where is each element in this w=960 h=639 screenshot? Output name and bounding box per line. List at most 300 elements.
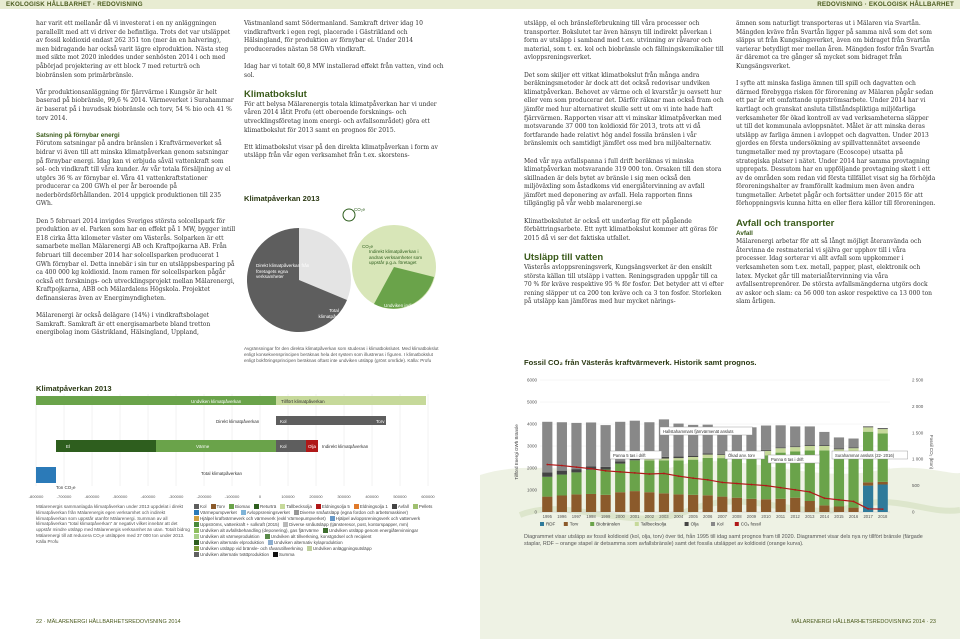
bar-segment [819,445,829,446]
legend-item [194,534,261,539]
legend-label: Undviken alt tillverkning, konstgödsel och recipient [270,534,372,539]
bar-segment [615,492,625,512]
bar-segment [688,457,698,460]
bar-segment [571,423,581,469]
waterfall-legend [194,504,440,564]
y-tick-label: 3000 [526,443,537,449]
x-tick-label: 2011 [776,514,786,519]
legend-swatch [711,522,715,526]
legend-label: Summa [279,552,295,557]
x-tick-label: -600000 [84,494,100,499]
legend-swatch [283,522,288,527]
x-tick-label: -200000 [196,494,212,499]
bar-segment [776,447,786,448]
bar-segment [805,446,815,450]
section-heading: Utsläpp till vatten [524,252,604,264]
legend-item [354,504,388,509]
x-tick-label: 600000 [421,494,435,499]
co2-point [692,477,694,479]
co2-point [605,470,607,472]
x-tick-label: 1997 [571,514,582,519]
varme-bar [156,440,276,452]
x-tick-label: 2005 [688,514,698,519]
legend-label: Hjälpel avloppsreningsverk och vattenverk [335,516,421,521]
bar-segment [848,453,858,508]
annotation-label: Hallstahammars fjärrvärmenät ansluts [663,428,734,434]
legend-swatch [241,510,246,515]
bar-segment [863,482,873,485]
legend-item [265,534,372,539]
co2-point [678,475,680,477]
bar-segment [571,469,581,472]
legend-label: Tallbecksolja [640,521,667,527]
legend-swatch [685,522,689,526]
legend-label: Undviken alt avfallsbehandling (deponering), gas fjärrvärme [200,528,319,533]
legend-item [294,510,408,515]
bar-segment [571,494,581,512]
bar-segment [805,426,815,445]
donut-caption: Avgränsningar för den direkta klimatpåverkan som studeras i klimatbokslutet. Med klimatbokslut enligt konsekvensprincipen beräknas hela det system som illustreras i figuren. I klimatbokslut enligt bokföringsprincipen beräknas oftast inte undviken utsläpp (grönt område). Källa: Profu [244,346,439,363]
x-tick-label: 2012 [790,514,800,519]
co2-point [576,466,578,468]
co2-point [867,508,869,510]
legend-label: Hjälpel kraftvärmeverk och värmeverk (exkl Värmepumpverket) [200,516,326,521]
bar-segment [673,460,683,494]
x-tick-label: 1998 [586,514,596,519]
co2-point [809,491,811,493]
co2-point [546,464,548,466]
donut-figure [244,205,444,340]
legend-item [211,504,226,509]
paragraph: Vår produktionsanläggning för fjärrvärme i Kungsör är helt baserad på biobränsle, 99,6 % 2014. Värmeverket i Surahammar är baserat på i huvudsak biobränsle och torv, 54 % bio och 41 % torv 2014. [36,88,234,122]
legend-item [194,528,319,533]
bar-segment [703,458,713,495]
bar-segment [542,497,552,512]
bar-segment [878,485,888,513]
x-tick-label: 1999 [600,514,611,519]
bar-segment [761,450,771,451]
legend-label: Kol [200,504,207,509]
waterfall-chart [28,394,436,500]
x-tick-label: -100000 [224,494,240,499]
x-tick-label: 1995 [542,514,552,519]
legend-item [194,504,207,509]
bar-segment [834,454,844,507]
legend-swatch [316,504,321,509]
x-tick-label: 300000 [337,494,351,499]
direct-impact-label: Direkt klimatpåverkan från företagets egna verksamheter [256,263,310,279]
y2-axis-label: Fossil CO₂ (kton) [929,434,934,470]
legend-swatch [211,504,216,509]
legend-label: Returträ [260,504,277,509]
bar-segment [586,494,596,512]
row-label: Direkt klimatpåverkan [216,419,260,424]
legend-item [254,504,276,509]
bar-segment [848,447,858,448]
bar-segment [819,505,829,512]
y2-tick-label: 0 [912,509,915,515]
y-tick-label: 0 [534,509,537,515]
segment-label: Värme [196,444,210,449]
bar-segment [630,491,640,512]
x-tick-label: 2013 [805,514,815,519]
x-tick-label: 200000 [309,494,323,499]
bar-segment [834,437,844,448]
bar-segment [586,470,596,494]
co2-label: CO₂e [354,207,365,212]
co2-point [794,489,796,491]
avoided-impact-label: Undviken indirekt klimatpåverkan [384,303,420,314]
bar-segment [688,495,698,512]
legend-swatch [194,534,199,539]
x-tick-label: 2017 [863,514,873,519]
bar-segment [790,426,800,446]
bar-segment [571,472,581,494]
paragraph: utsläpp, el och bränsleförbrukning till våra processer och transporter. Bokslutet tar även hänsyn till indirekt påverkan i form av utsläpp i samband med t.ex. utvinning av råvaror och material, som t. ex. kol och biobränsle och fällningskemikalier till avloppsreningsverket. [524,20,724,62]
segment-label: Olja [308,444,317,449]
bar-segment [805,501,815,512]
row-label: Undviken klimatpåverkan [191,399,242,404]
legend-swatch [194,540,199,545]
bar-segment [644,460,654,492]
legend-item [194,546,303,551]
y2-tick-label: 2 000 [912,403,924,409]
legend-swatch [540,522,544,526]
x-tick-label: -500000 [112,494,128,499]
paragraph: Västerås avloppsreningsverk, Kungsängsverket är den enskilt största källan till utsläpp i vatten. Reningsgraden uppgår till ca 70 % för kväve respektive 95 % för fosfor. Det betyder att vi efter rening släpper ut ca 200 ton kväve och ca 3 ton fosfor. Storleken på utsläpp kan jämföras med hur mycket närings- [524,264,724,306]
annotation-label: Ökad anv. torv [728,452,755,458]
bar-segment [557,475,567,496]
legend-item [194,510,237,515]
paragraph: För att belysa Mälarenergis totala klimatpåverkan har vi under våren 2014 låtit Profu (ett oberoende forsknings- och utvecklingsföretag inom energi- och avfallsområdet) göra ett klimatbokslut för 2013 samt en prognos för 2015. [244,100,437,134]
bar-segment [790,498,800,512]
bar-segment [542,477,552,497]
legend-label: Diverse småutsläpp (egna fordon och arbetsmaskiner) [299,510,409,515]
legend-item [273,552,295,557]
legend-label: Undviken alternativ tvättproduktion [200,552,270,557]
bar-segment [601,495,611,512]
bar-segment [557,422,567,470]
y-tick-label: 5000 [526,399,537,405]
direct-bar [276,416,386,425]
bar-segment [746,457,756,499]
legend-swatch [273,552,278,557]
legend-item [316,504,350,509]
bar-segment [659,460,669,493]
bar-segment [761,499,771,512]
bar-segment [819,432,829,445]
legend-item [194,516,326,521]
bar-segment [703,455,713,458]
paragraph: har varit ett mellanår då vi investerat i en ny anläggningen parallellt med att vi driver de befintliga. Trots det var utsläppet av fossil koldioxid endast 262 351 ton (mer än en halvering), men bidragande har också varit lägre elproduktion. Nästa steg med sikte mot 2020 inleddes under senhösten 2014 i och med påbörjad projektering av ett block 7 med returträ och biobränslen som primärbränsle. [36,20,231,79]
text-column-2 [244,20,444,170]
indirect-impact-label: Indirekt klimatpåverkan i andras verksamheter som uppstår p.g.a. företaget [369,249,423,265]
x-tick-label: 2018 [878,514,888,519]
co2-point [838,499,840,501]
x-tick-label: 0 [258,494,262,499]
waterfall-title: Klimatpåverkan 2013 [36,384,112,393]
x-tick-label: 2010 [761,514,771,519]
x-tick-label: -800000 [28,494,44,499]
x-tick-label: 2014 [819,514,830,519]
row-label: Indirekt klimatpåverkan [322,444,369,449]
x-tick-label: 1996 [557,514,567,519]
y-tick-label: 2000 [526,465,537,471]
paragraph: Idag har vi totalt 60,8 MW installerad effekt från vatten, vind och sol. [244,62,444,79]
top-bar [0,0,960,9]
legend-item [229,504,250,509]
x-tick-label: 2007 [717,514,727,519]
legend-swatch [294,510,299,515]
annotation-label: Panna 5 tas i drift [613,452,646,458]
x-tick-label: 2002 [644,514,655,519]
section-heading: Klimatbokslut [244,88,307,100]
co2-point [707,479,709,481]
text-column-3 [524,20,724,316]
legend-swatch [194,516,199,521]
bar-segment [717,497,727,512]
y2-tick-label: 2 500 [912,377,924,383]
legend-swatch [194,522,199,527]
footer-left: 22 · MÄLARENERGI HÅLLBARHETSREDOVISNING 2014 [36,619,181,625]
y-tick-label: 4000 [526,421,537,427]
bar-segment [746,499,756,512]
donut-title: Klimatpåverkan 2013 [244,194,320,203]
co2-point [590,468,592,470]
legend-label: Eldningsolja 5 [321,504,350,509]
bar-segment [776,425,786,447]
legend-label: Diverse småutsläpp (tjänsteresor, post, kontorspapper, mm) [289,522,409,527]
x-tick-label: 2008 [732,514,742,519]
legend-item [307,546,372,551]
waterfall-caption: Mälarenergis sammanlagda klimatpåverkan under 2013 uppdelat i direkt klimatpåverkan från Mälarenergis egen verksamhet och indirekt klimatpåverkan som uppstår utanför Mälarenergi. Summan av all klimatpåverkan "total klimatpåverkan" är negativt vilket innebär att det uppstår mindre utsläpp med Mälarenergis verksamhet än utan. Totalt bidrog Mälarenergi till att reducera CO₂e utsläppen med 37 000 ton under 2013. Källa Profu [36,504,190,544]
legend-item [194,552,269,557]
co2-point [853,501,855,503]
legend-item [268,540,343,545]
co2-label: CO₂e [362,244,373,249]
bar-segment [644,459,654,460]
legend-label: Olja [690,521,699,527]
x-tick-label: 100000 [281,494,295,499]
bar-segment [790,446,800,447]
bar-segment [673,494,683,512]
x-tick-label: 2006 [703,514,713,519]
bar-segment [615,461,625,463]
legend-item [241,510,290,515]
bar-segment [557,496,567,513]
y-axis-label: Tillförd Energi GWh Bränsle [514,424,519,480]
bar-segment [878,428,888,429]
x-axis-unit: Ton CO₂e [56,485,76,490]
segment-label: Kol [280,444,287,449]
legend-swatch [268,540,273,545]
bar-segment [557,471,567,475]
bar-segment [863,427,873,431]
x-tick-label: 2016 [848,514,859,519]
text-column-4 [736,20,936,316]
bar-segment [703,495,713,512]
legend-label: Avfall [397,504,409,509]
x-tick-label: 2003 [659,514,669,519]
annotation-label: Surahammar ansluts (22- 2016) [835,452,895,458]
legend-label: Eldningsolja 1 [359,504,388,509]
co2-point [634,472,636,474]
paragraph: I syfte att minska fasliga ämnen till spill och dagvatten och därmed förebygga risken för förorening av Mälaren pågår sedan ett par år ett omfattande uppströmsarbete. Under 2014 har vi kartlagt och granskat ansluta tillståndspliktiga miljöfarliga verksamheter för ökad kontroll av vad verksamheterna släpper ut till det kommunala avloppsnätet. Målet är att minska deras utsläpp av farliga ämnen i avloppet och dagvatten. Under 2013 gjordes en första undersökning av spillvattennätet avseende tungmetaller med ny provtagare (Ecoscope) utsatta på strategiska platser i nätet. Under 2014 har samma provtagning upprepats. Dessutom har en uppföljande provtagning skett i ett av de områden som redan vid första tillfället visat sig ha förhöjda föroreningshalter av framförallt kadmium men även andra tungmetaller. Arbetet pågår och fortsätter under 2015 för att förhoppningsvis kunna hitta en eller flera källor till föroreningen. [736,80,936,208]
x-tick-label: -400000 [140,494,156,499]
bar-segment [615,464,625,493]
legend-swatch [194,528,199,533]
legend-swatch [307,546,312,551]
co2-point [619,471,621,473]
legend-label: Undviken utsläpp vid bränsle- och råvarutillverkning [200,546,303,551]
legend-swatch [229,504,234,509]
legend-item [330,516,420,521]
bar-segment [834,507,844,513]
bar-segment [776,499,786,512]
co2-point [648,473,650,475]
paragraph: Den 5 februari 2014 invigdes Sveriges största solcellspark för produktion av el. Parken som har en effekt på 1 MW, bygger intill E18 cirka åtta kilometer väster om Västerås. Solparken är ett samarbete mellan Mälarenergi AB och Kraftpojkarna AB. Från februari till december 2014 har solcellsparken producerat 1 GWh förnybar el. Detta innebär i sin tur en utsläppsbesparing på ca 400 000 kg koldioxid. Inom ramen för solcellsparken pågår också ett forsknings- och utvecklingsprojekt mellan Mälarenergi, Kraftpojkarna, ABB och Mälardalens Högskola. Projektet definansieras även av Energimyndigheten. [36,217,236,302]
header-right: REDOVISNING · EKOLOGISK HÅLLBARHET [817,1,954,8]
legend-label: CO₂ fossil [740,521,761,527]
bar-segment [863,426,873,427]
total-bar [36,467,56,483]
legend-label: Pellets [418,504,433,509]
header-left: EKOLOGISK HÅLLBARHET · REDOVISNING [6,1,143,8]
legend-swatch [735,522,739,526]
legend-item [280,504,312,509]
legend-label: Kol [717,521,724,527]
co2-line [547,464,882,509]
paragraph: Klimatbokslutet är också ett underlag för ett pågående förbättringsarbete. Ett nytt klimatbokslut kommer att göras för 2015 då vi ser det faktiska utfallet. [524,217,718,242]
paragraph: Västmanland samt Södermanland. Samkraft driver idag 10 vindkraftverk i egen regi, placerade i Gästrikland och Hälsingland, för produktion av förnybar el. Under 2014 producerades nästan 58 GWh vindkraft. [244,20,423,53]
co2-point [736,483,738,485]
bar-segment [819,446,829,450]
legend-item [392,504,409,509]
x-tick-label: -300000 [168,494,184,499]
co2-point [751,484,753,486]
legend-label: RDF [546,521,556,527]
co2-chart-title: Fossil CO₂ från Västerås kraftvärmeverk. Historik samt prognos. [524,358,757,367]
legend-swatch [194,504,199,509]
legend-label: Uppströms, vattenkraft + solkraft (2015) [200,522,280,527]
paragraph: Det som skiljer ett vitkat klimatbokslut från många andra beräkningsmetoder är dock att det också redovisar undviken klimatpåverkan. Behovet av värme och el kvarstår ju oavsett hur eller vem som producerar det. Därför räknar man också fram och jämför med hur alternativet skulle sett ut om vi inte hade haft fjärrvärmen. Rapporten visar att vi minskar klimatpåverkan med motsvarande 37 000 ton koldioxid för 2013, trots att vi då fortfarande hade relativt hög andel fossila bränslen i vår bränslemix och samtidigt jämfört oss med bra miljöalternativ. [524,71,724,148]
el-bar [56,440,156,452]
co2-point [823,497,825,499]
x-tick-label: 2001 [630,514,640,519]
paragraph: Ett klimatbokslut visar på den direkta klimatpåverkan i form av utsläpp från vår egen verksamhet från t.ex. skorstens- [244,143,438,160]
legend-swatch [635,522,639,526]
bar-segment [878,482,888,485]
bar-segment [542,472,552,476]
total-impact-label: Total klimatpåverkan [318,308,350,319]
legend-label: Undviken utsläpp genom energiåtervinningar [328,528,419,533]
section-heading: Avfall och transporter [736,217,835,229]
co2-chart [510,372,940,532]
segment-label: Kol [280,419,287,424]
bar-segment [790,447,800,451]
co2-point [663,473,665,475]
legend-swatch [564,522,568,526]
bar-segment [848,439,858,448]
legend-label: Torv [216,504,226,509]
y-tick-label: 1000 [526,487,537,493]
legend-swatch [330,516,335,521]
legend-item [413,504,433,509]
bar-segment [673,458,683,460]
paragraph: ämnen som naturligt transporteras ut i Mälaren via Svartån. Mängden kväve från Svartån ligger på samma nivå som det som släpps ut från Kungsängsverket, även om bidraget från Svartån varierar betydligt mer mellan åren. Mängden fosfor från Svartån är däremot ca tre gånger så mycket som bidraget från Kungsängsverket. [736,20,935,70]
section-heading: Satsning på förnybar energi [36,131,120,139]
legend-label: Torv [569,521,579,527]
x-tick-label: 2000 [615,514,625,519]
paragraph: Mälarenergi är också delägare (14%) i vindkraftsbolaget Samkraft. Samkraft är ett energisamarbete bland tretton energibolag inom Gästrikland, Hälsingland, Uppland, [36,312,211,337]
paragraph: Mälarenergi arbetar för att så långt möjligt återanvända och återvinna de restmaterial vi själva ger upphov till i våra processer. Idag sorterar vi allt avfall som uppkommer i verksamheten som t.ex. metall, papper, plast, elektronik och latex. Mycket går till materialåtervinning via våra avfallsentreprenörer. De största avfallsmängderna utgörs dock av askor och slam: ca 56 000 ton askor respektive ca 13 000 ton slam årligen. [736,238,933,306]
paragraph: Med vår nya avfallspanna i full drift beräknas vi minska klimatpåverkan motsvarande 319 000 ton. Orsaken till den stora skillnaden är dels bytet av bränsle i sig men också den miljöväxling som åstadkoms vid energiåtervinning av avfall jämfört med deponering av avfall. Hela rapporten finns tillgänglig på vår webb malarenergi.se [524,157,722,208]
bar-segment [586,422,596,466]
bar-segment [848,508,858,512]
legend-swatch [590,522,594,526]
legend-label: Biomax [235,504,251,509]
x-tick-label: 500000 [393,494,407,499]
legend-label: Tallbecksolja [286,504,312,509]
y2-tick-label: 1 000 [912,456,924,462]
bar-segment [776,448,786,452]
legend-label: Undviken anläggningsutsläpp [312,546,372,551]
bar-segment [601,470,611,495]
legend-swatch [323,528,328,533]
legend-swatch [280,504,285,509]
x-tick-label: 2004 [673,514,684,519]
bar-segment [834,448,844,449]
x-tick-label: -700000 [56,494,72,499]
legend-label: Värmepumpverket [200,510,237,515]
paragraph: Förutom satsningar på andra bränslen i Kraftvärmeverket så bidrar vi även till att minska klimatpåverkan genom satsningar på förnybar energi. Idag kan vi erbjuda såväl vattenkraft som sol- och vindkraft till våra kunder. Av vår totala försäljning av el utgörs 36 % av förnybar el. Våra 41 vattenkraftstationer producerar ca 200 GWh el per år beroende på nederbördsförhållanden. 2014 uppgick produktionen till 235 GWh. [36,140,231,208]
bar-segment [673,457,683,459]
legend-swatch [194,510,199,515]
co2-chart-caption: Diagrammet visar utsläpp av fossil koldioxid (kol, olja, torv) över tid, från 1995 till idag samt prognos fram till 2020. Diagrammet visar dels nya ny tillfört bränsle (färgade staplar, RDF – orange stapel är detsamma som avfallsbränsle) samt det fossila utsläppet av koldioxid (orange kurva). [524,534,923,547]
bar-segment [878,429,888,433]
legend-item [283,522,408,527]
co2-point [765,485,767,487]
legend-swatch [354,504,359,509]
row-label: Total klimatpåverkan [201,471,243,476]
x-tick-label: 2015 [834,514,844,519]
legend-label: Undviken alternativ elproduktion [200,540,265,545]
bar-segment [644,492,654,512]
legend-label: Undviken alternativ kylaproduktion [274,540,343,545]
bar-segment [659,493,669,512]
sub-heading: Avfall [736,229,753,237]
legend-label: Undviken alt värmeproduktion [200,534,261,539]
segment-label: El [66,444,71,449]
co2-point [780,487,782,489]
x-tick-label: 400000 [365,494,379,499]
legend-swatch [392,504,397,509]
legend-swatch [194,552,199,557]
y2-tick-label: 500 [912,483,920,489]
y-tick-label: 6000 [526,377,537,383]
legend-item [194,540,264,545]
legend-swatch [413,504,418,509]
text-column-1 [36,20,236,347]
y2-tick-label: 1 500 [912,430,924,436]
bar-segment [601,425,611,467]
legend-item [194,522,279,527]
footer-right: MÄLARENERGI HÅLLBARHETSREDOVISNING 2014 · 23 [791,619,936,625]
row-label: Tillfört klimatpåverkan [281,399,325,404]
bar-segment [630,460,640,491]
bar-segment [732,498,742,512]
co2-point [882,508,884,510]
